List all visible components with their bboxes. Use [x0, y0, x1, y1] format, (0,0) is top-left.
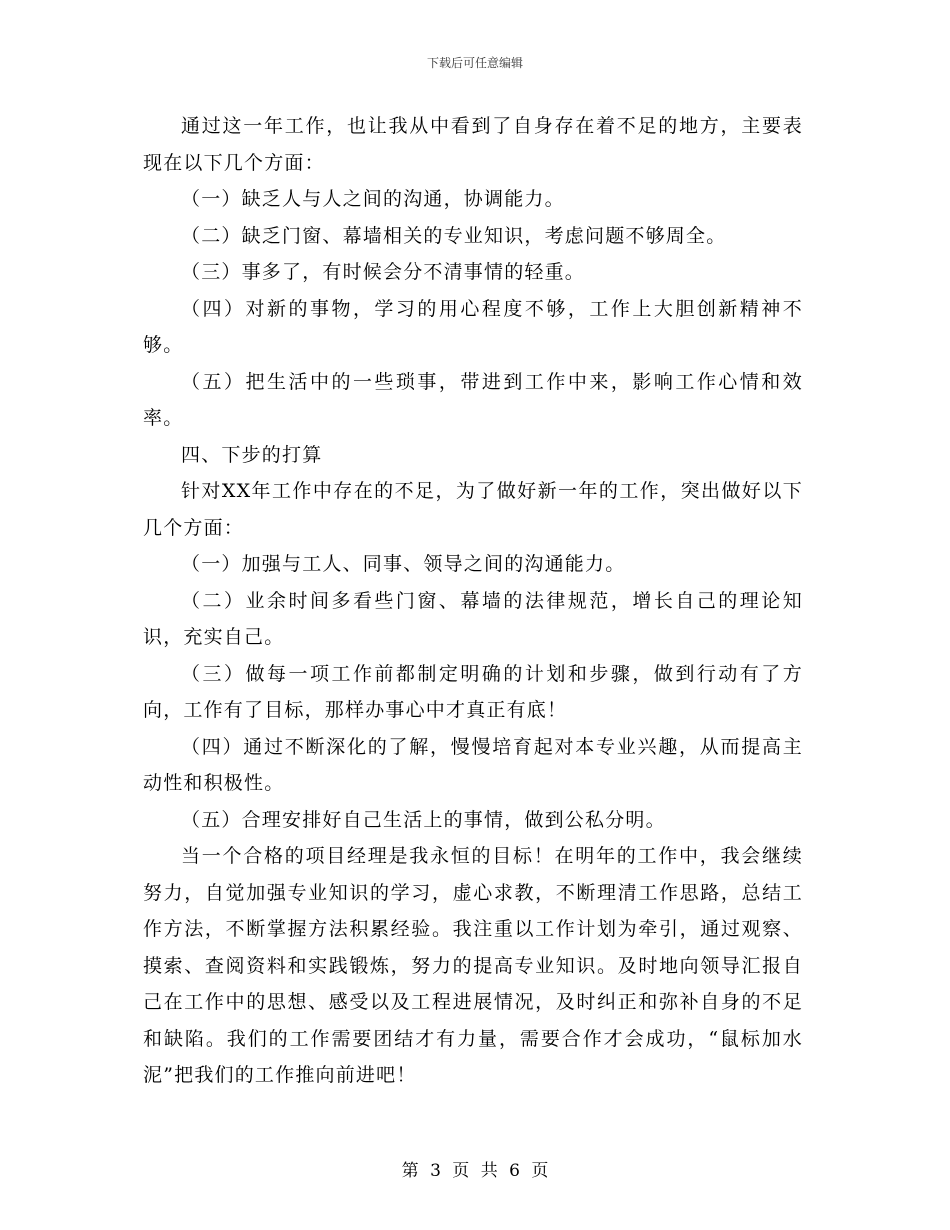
page-header: 下载后可任意编辑	[426, 56, 523, 70]
paragraph-shortcoming-2: （二）缺乏门窗、幕墙相关的专业知识，考虑问题不够周全。	[181, 224, 727, 247]
paragraph-plan-4: （四）通过不断深化的了解，慢慢培育起对本专业兴趣，从而提高主动性和积极性。	[143, 735, 803, 794]
document-body	[143, 108, 803, 1094]
paragraph-shortcomings-intro: 通过这一年工作，也让我从中看到了自身存在着不足的地方，主要表现在以下几个方面：	[143, 115, 803, 174]
paragraph-plan-intro: 针对XX年工作中存在的不足，为了做好新一年的工作，突出做好以下几个方面：	[143, 480, 803, 539]
paragraph-plan-2: （二）业余时间多看些门窗、幕墙的法律规范，增长自己的理论知识，充实自己。	[143, 589, 803, 648]
paragraph-plan-5: （五）合理安排好自己生活上的事情，做到公私分明。	[181, 808, 666, 831]
paragraph-conclusion: 当一个合格的项目经理是我永恒的目标！在明年的工作中，我会继续努力，自觉加强专业知识的学习，虚心求教，不断理清工作思路，总结工作方法，不断掌握方法积累经验。我注重以工作计划为牵引，通过观察、摸索、查阅资料和实践锻炼，努力的提高专业知识。及时地向领导汇报自己在工作中的思想、感受以及工程进展情况，及时纠正和弥补自身的不足和缺陷。我们的工作需要团结才有力量，需要合作才会成功，“鼠标加水泥”把我们的工作推向前进吧！	[143, 845, 803, 1086]
paragraph-shortcoming-1: （一）缺乏人与人之间的沟通，协调能力。	[181, 188, 565, 210]
paragraph-shortcoming-5: （五）把生活中的一些琐事，带进到工作中来，影响工作心情和效率。	[143, 370, 803, 429]
section-heading-next-steps: 四、下步的打算	[181, 443, 323, 466]
paragraph-plan-1: （一）加强与工人、同事、领导之间的沟通能力。	[181, 553, 626, 575]
paragraph-shortcoming-4: （四）对新的事物，学习的用心程度不够，工作上大胆创新精神不够。	[143, 297, 803, 356]
paragraph-plan-3: （三）做每一项工作前都制定明确的计划和步骤，做到行动有了方向，工作有了目标，那样办事心中才真正有底！	[143, 662, 803, 721]
paragraph-shortcoming-3: （三）事多了，有时候会分不清事情的轻重。	[181, 261, 586, 283]
page-number: 第 3 页 共 6 页	[401, 1161, 549, 1181]
